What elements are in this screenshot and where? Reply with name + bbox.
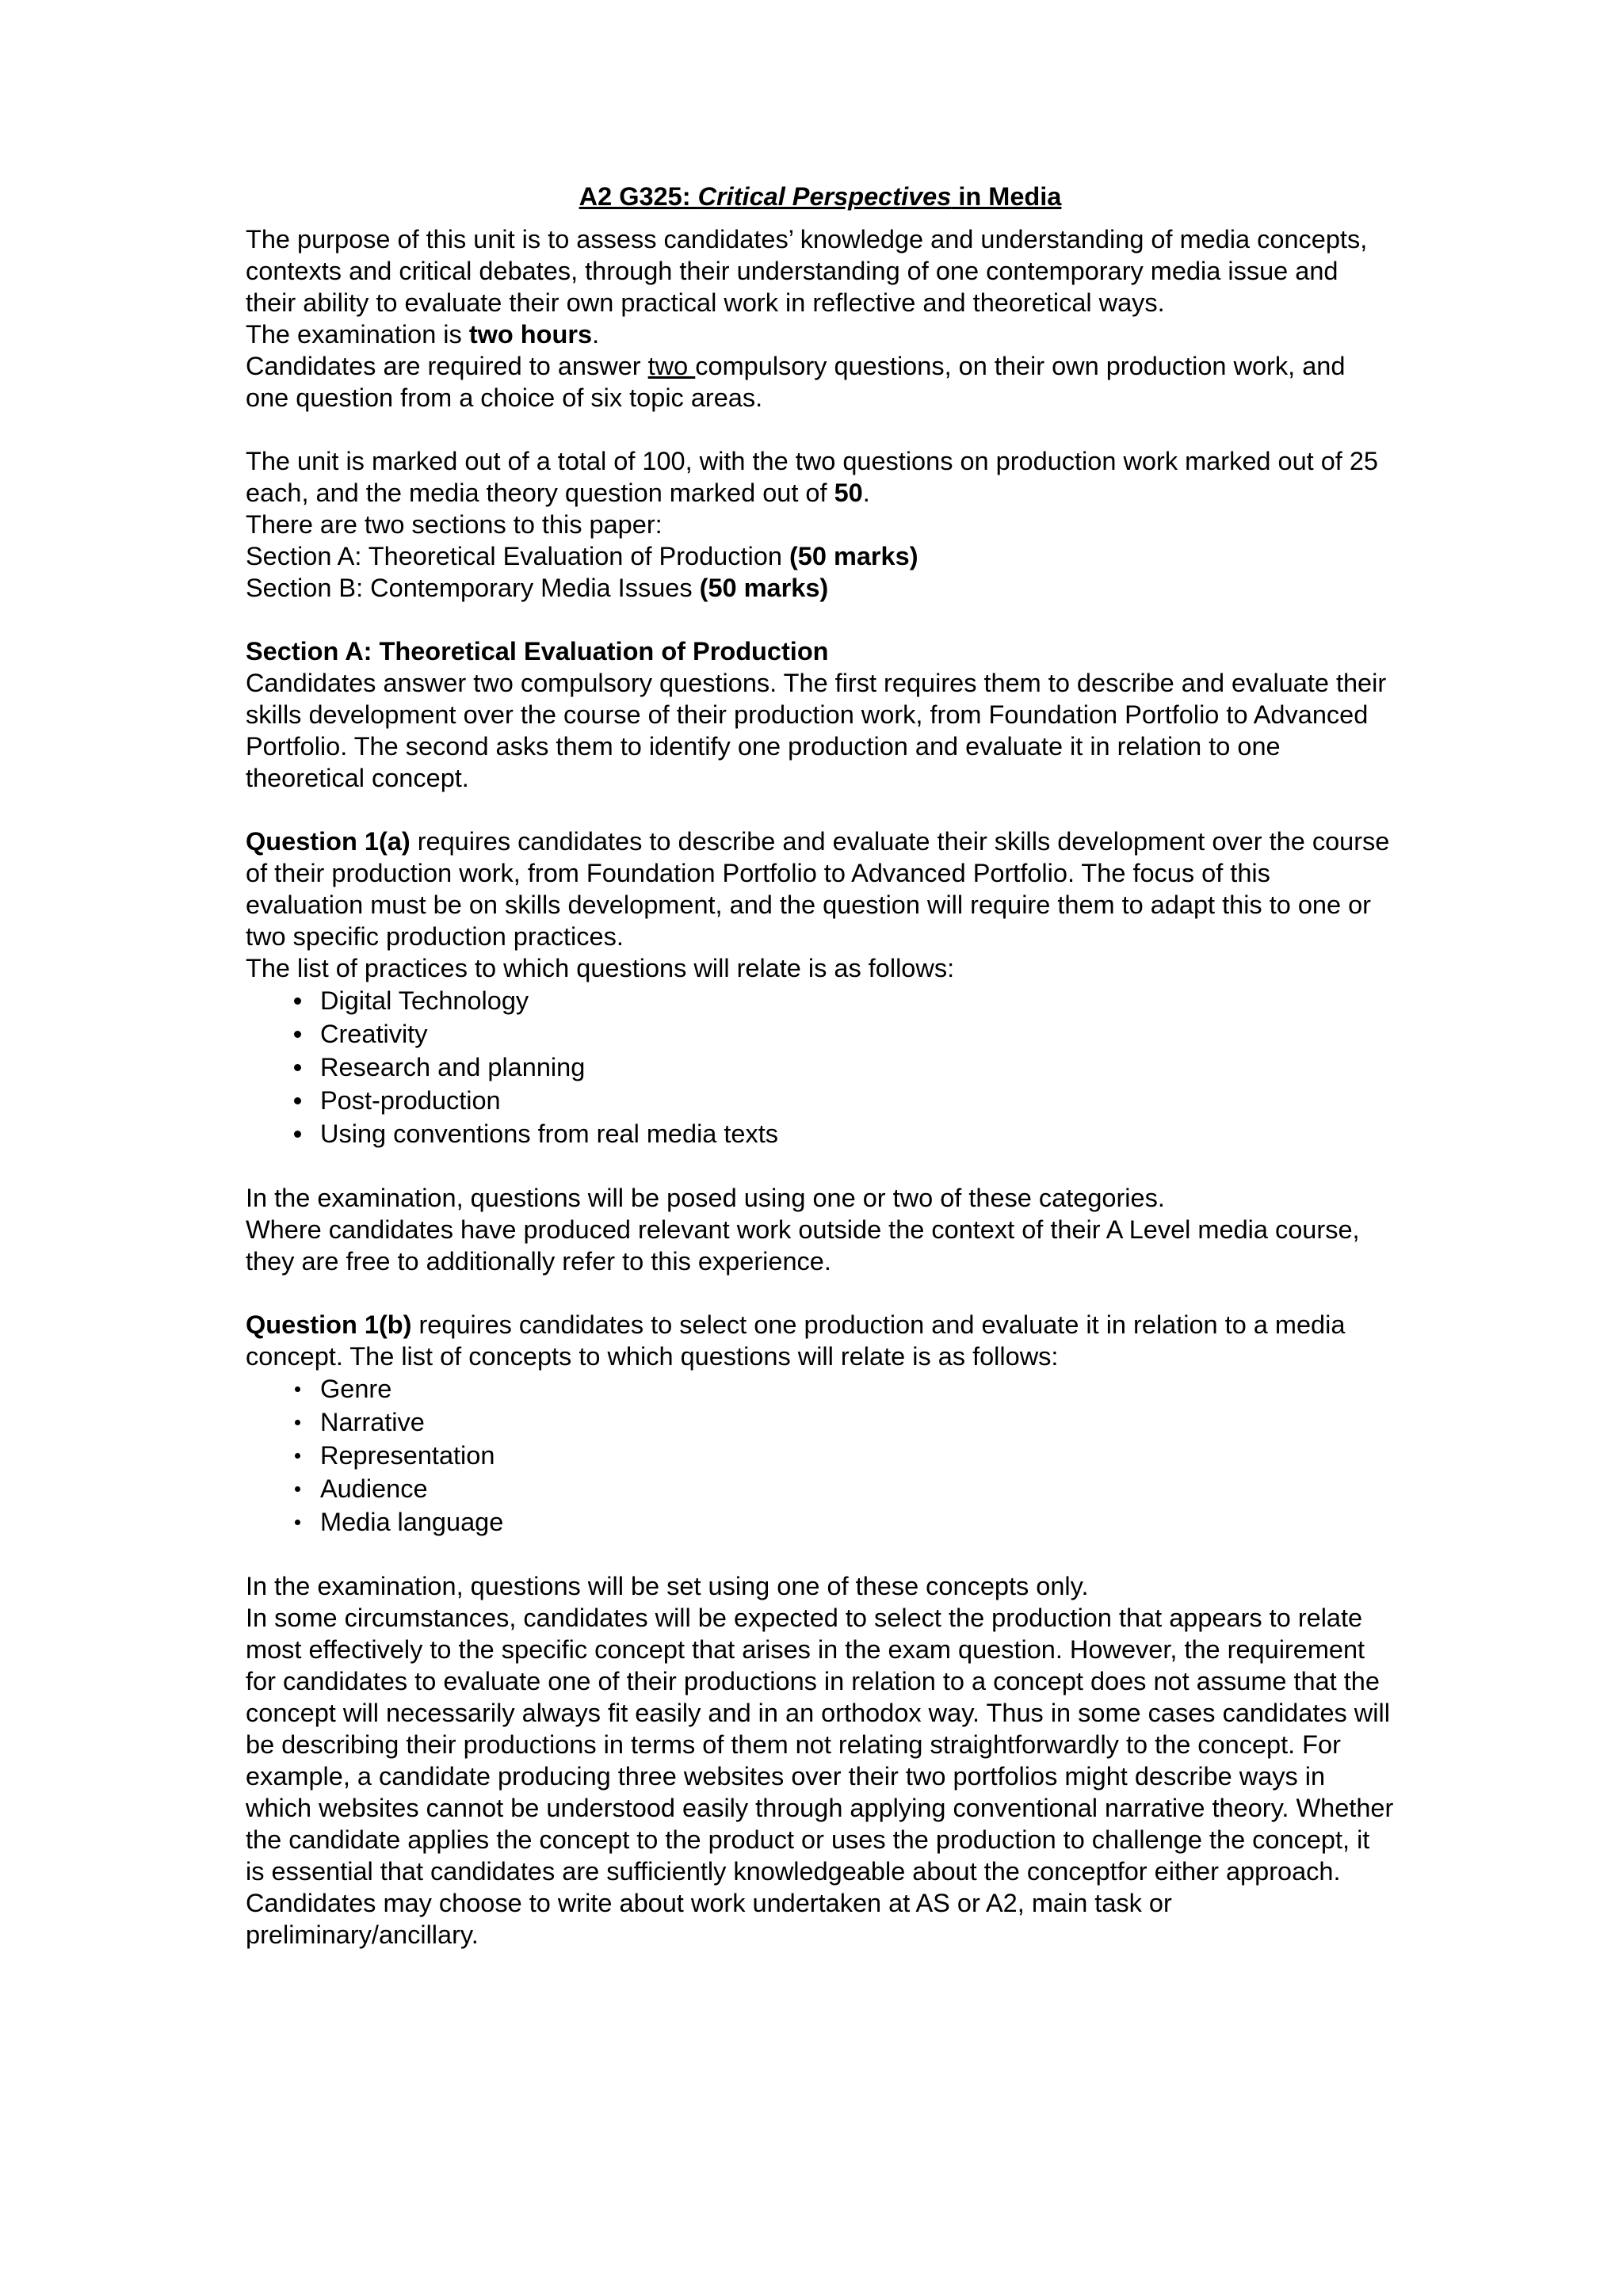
section-a-text: Candidates answer two compulsory questions. The first requires them to describe and evaluate their skills development over the course of their production work, from Foundation Portfolio to Advanced Portfolio. The second asks them to identify one production and evaluate it in relation to one theoretical concept. [246,669,1387,792]
required-suffix: compulsory questions, on their own production work, and one question from a choice of six topic areas. [246,352,1346,412]
intro-requirements [246,350,1395,414]
list-item: Creativity [320,1017,1395,1051]
spacer [246,1150,1395,1182]
title-suffix: in Media [951,182,1062,211]
section-b-label: Section B: Contemporary Media Issues [246,574,700,602]
section-a-marks: (50 marks) [789,542,918,570]
marking-suffix: . [862,479,870,507]
question-1a [246,826,1395,952]
marking-text [246,445,1395,509]
practices-list [246,984,1395,1150]
title-italic: Critical Perspectives [697,182,952,211]
marking-bold: 50 [834,479,863,507]
section-a-line [246,540,1395,572]
question-1b-text: requires candidates to select one production and evaluate it in relation to a media concept. The list of concepts to which questions will relate is as follows: [246,1310,1346,1371]
q1a-after-1: In the examination, questions will be posed using one or two of these categories. [246,1184,1165,1212]
exam-duration-bold: two hours [468,320,593,349]
section-a-heading [246,635,1395,667]
list-item: Genre [320,1372,1395,1405]
list-item: Post-production [320,1084,1395,1117]
spacer [246,794,1395,826]
q1a-after-2: Where candidates have produced relevant work outside the context of their A Level media course, they are free to additionally refer to this experience. [246,1215,1360,1276]
intro-purpose: The purpose of this unit is to assess candidates’ knowledge and understanding of media concepts, contexts and critical debates, through their understanding of one contemporary media issue and their ability to evaluate their own practical work in reflective and theoretical ways. [246,225,1368,317]
spacer [246,414,1395,445]
question-1b [246,1309,1395,1372]
section-b-marks: (50 marks) [699,574,829,602]
required-prefix: Candidates are required to answer [246,352,648,380]
question-1b-label: Question 1(b) [246,1310,412,1339]
q1b-after-1: In the examination, questions will be set using one of these concepts only. [246,1572,1089,1600]
spacer [246,1277,1395,1309]
list-item: Narrative [320,1405,1395,1439]
exam-suffix: . [592,320,600,349]
page-title [246,181,1395,212]
list-item: Audience [320,1472,1395,1505]
question-1a-label: Question 1(a) [246,827,411,856]
list-item: Representation [320,1439,1395,1472]
sections-intro: There are two sections to this paper: [246,510,663,539]
list-item: Research and planning [320,1051,1395,1084]
list-item: Media language [320,1505,1395,1539]
intro-exam-duration [246,318,1395,350]
document-page [246,181,1395,1951]
question-1a-text: requires candidates to describe and evaluate their skills development over the course of their production work, from Foundation Portfolio to Advanced Portfolio. The focus of this evaluation must be on skills development, and the question will require them to adapt this to one or two specific production practices. [246,827,1390,951]
practices-intro: The list of practices to which questions will relate is as follows: [246,954,955,982]
list-item: Using conventions from real media texts [320,1117,1395,1150]
q1b-after-2: In some circumstances, candidates will be expected to select the production that appears to relate most effectively to the specific concept that arises in the exam question. However, the requirement for candidates to evaluate one of their productions in relation to a concept does not assume that the concept will necessarily always fit easily and in an orthodox way. Thus in some cases candidates will be describing their productions in terms of them not relating straightforwardly to the concept. For example, a candidate producing three websites over their two portfolios might describe ways in which websites cannot be understood easily through applying conventional narrative theory. Whether the candidate applies the concept to the product or uses the production to challenge the concept, it is essential that candidates are sufficiently knowledgeable about the conceptfor either approach. Candidates may choose to write about work undertaken at AS or A2, main task or preliminary/ancillary. [246,1604,1394,1949]
concepts-list [246,1372,1395,1539]
section-a-heading-text: Section A: Theoretical Evaluation of Production [246,637,829,666]
spacer [246,604,1395,635]
title-prefix: A2 G325: [579,182,698,211]
list-item: Digital Technology [320,984,1395,1017]
section-a-label: Section A: Theoretical Evaluation of Production [246,542,789,570]
spacer [246,1539,1395,1570]
section-b-line [246,572,1395,604]
exam-prefix: The examination is [246,320,469,349]
marking-prefix: The unit is marked out of a total of 100, with the two questions on production work marked out of 25 each, and the media theory question marked out of [246,447,1379,507]
required-underline: two [647,352,696,380]
